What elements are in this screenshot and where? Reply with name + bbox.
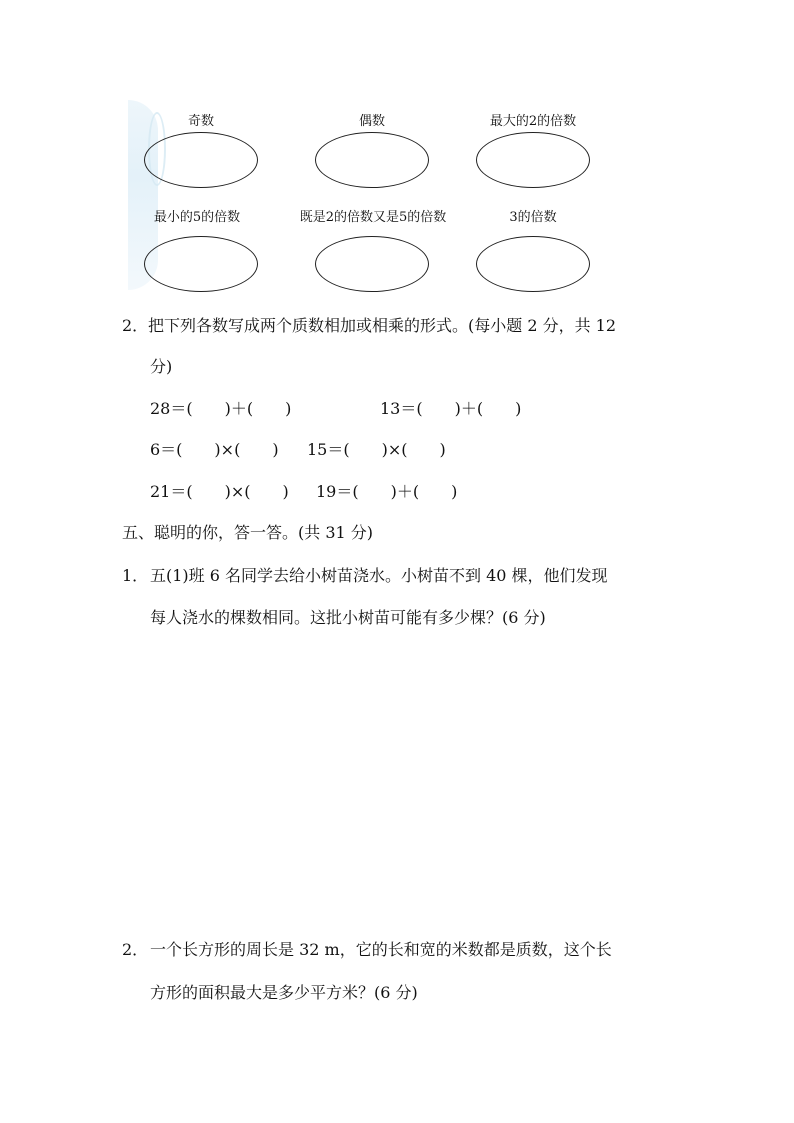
oval-multiple-of-2-and-5: [315, 236, 429, 292]
question-2-text: 把下列各数写成两个质数相加或相乘的形式。(每小题 2 分，共 12: [148, 316, 617, 335]
problem-1-answer-space[interactable]: [150, 640, 670, 920]
oval-label-multiple-of-2-and-5: 既是2的倍数又是5的倍数: [299, 210, 447, 225]
oval-label-odd: 奇数: [187, 114, 214, 129]
section-5-title: 五、聪明的你，答一答。(共 31 分): [122, 523, 374, 542]
oval-label-even: 偶数: [358, 114, 385, 129]
oval-largest-multiple-of-2: [476, 132, 590, 188]
equation-28: 28＝( )＋( ): [150, 399, 292, 418]
equation-13: 13＝( )＋( ): [380, 399, 522, 418]
oval-odd-numbers: [144, 132, 258, 188]
oval-smallest-multiple-of-5: [144, 236, 258, 292]
problem-2-line-2: 方形的面积最大是多少平方米？(6 分): [150, 983, 418, 1002]
problem-1-number: 1．: [122, 566, 149, 585]
equation-21: 21＝( )×( ): [150, 482, 289, 501]
question-2-text-cont: 分): [150, 357, 173, 376]
oval-even-numbers: [315, 132, 429, 188]
oval-multiple-of-3: [476, 236, 590, 292]
equation-15: 15＝( )×( ): [307, 440, 446, 459]
problem-1-line-2: 每人浇水的棵数相同。这批小树苗可能有多少棵？(6 分): [150, 608, 546, 627]
equation-19: 19＝( )＋( ): [316, 482, 458, 501]
oval-label-largest-multiple-of-2: 最大的2的倍数: [489, 114, 577, 129]
oval-label-smallest-multiple-of-5: 最小的5的倍数: [153, 210, 241, 225]
problem-2-number: 2．: [122, 940, 149, 959]
oval-label-multiple-of-3: 3的倍数: [509, 210, 557, 225]
problem-2-line-1: 一个长方形的周长是 32 m，它的长和宽的米数都是质数，这个长: [150, 940, 612, 959]
question-2-number: 2．: [122, 316, 149, 335]
problem-1-line-1: 五(1)班 6 名同学去给小树苗浇水。小树苗不到 40 棵，他们发现: [150, 566, 608, 585]
equation-6: 6＝( )×( ): [150, 440, 279, 459]
problem-2-answer-space[interactable]: [150, 1015, 670, 1105]
